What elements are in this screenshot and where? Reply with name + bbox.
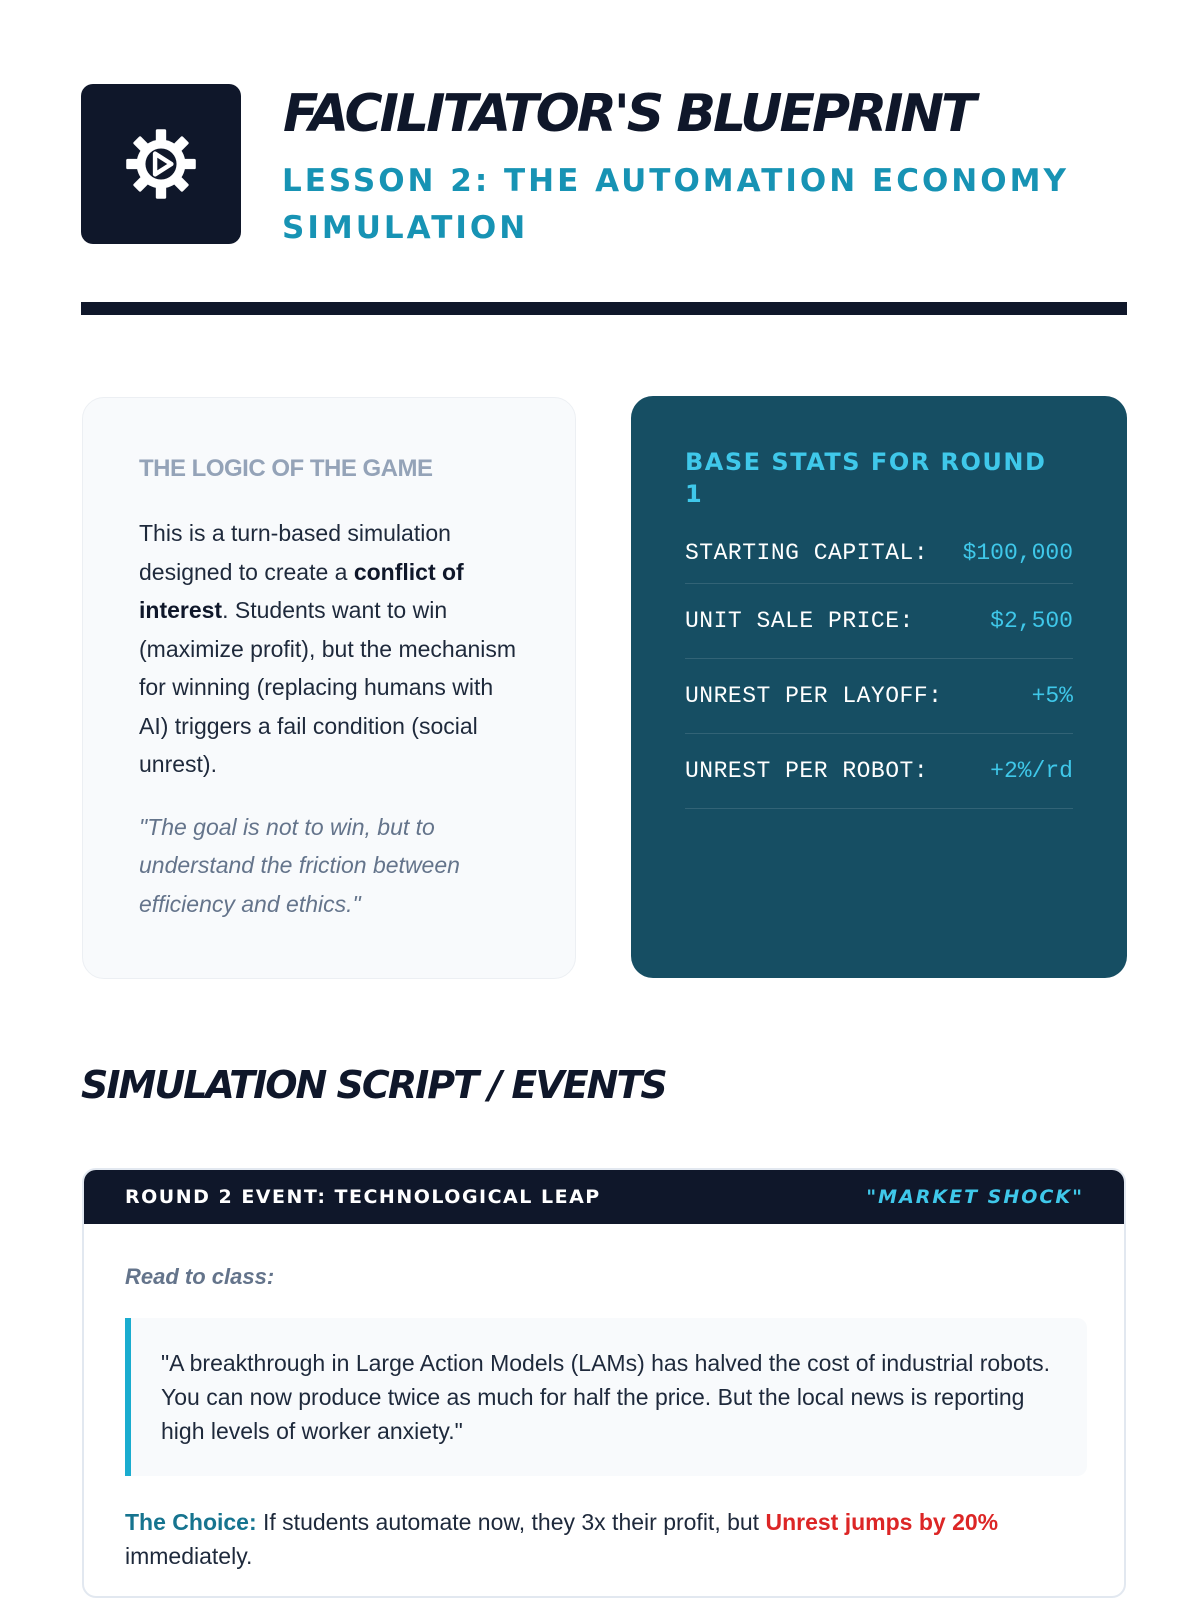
stat-row-unit-sale-price <box>685 584 1073 659</box>
event-header <box>84 1170 1124 1224</box>
logic-body <box>139 514 519 784</box>
choice-end: immediately. <box>125 1543 253 1569</box>
logic-heading: THE LOGIC OF THE GAME <box>139 455 433 482</box>
stat-value: +5% <box>1031 683 1073 709</box>
choice-label: The Choice: <box>125 1509 257 1535</box>
page-header <box>81 84 1127 244</box>
stat-value: $2,500 <box>990 608 1073 634</box>
header-divider <box>81 302 1127 315</box>
stat-value: +2%/rd <box>990 758 1073 784</box>
gear-icon <box>124 127 198 201</box>
section-title: SIMULATION SCRIPT / EVENTS <box>81 1063 666 1107</box>
stat-row-starting-capital <box>685 522 1073 584</box>
stat-row-unrest-per-layoff <box>685 659 1073 734</box>
logic-card <box>82 397 576 979</box>
stats-heading: BASE STATS FOR ROUND 1 <box>685 448 1047 508</box>
stat-label: UNREST PER ROBOT: <box>685 758 929 784</box>
choice-warning: Unrest jumps by 20% <box>765 1509 999 1535</box>
page-subtitle: LESSON 2: THE AUTOMATION ECONOMY SIMULATION <box>282 163 1069 246</box>
stat-label: STARTING CAPITAL: <box>685 539 929 566</box>
stat-row-unrest-per-robot <box>685 734 1073 809</box>
stat-label: UNIT SALE PRICE: <box>685 608 914 634</box>
logic-body-text: This is a turn-based simulation designed to create a <box>139 520 451 585</box>
read-quote: "A breakthrough in Large Action Models (LAMs) has halved the cost of industrial robots. You can now produce twice as much for half the price. But the local news is reporting high levels of worker anxiety." <box>125 1318 1087 1476</box>
event-card <box>82 1168 1126 1598</box>
page-title: FACILITATOR'S BLUEPRINT <box>283 84 974 144</box>
logic-quote: "The goal is not to win, but to understand the friction between efficiency and ethics." <box>139 813 460 917</box>
stats-list <box>685 522 1073 809</box>
choice-text <box>125 1505 1087 1573</box>
choice-body: If students automate now, they 3x their profit, but <box>256 1509 766 1535</box>
event-body <box>84 1224 1124 1573</box>
event-tag: "MARKET SHOCK" <box>866 1186 1084 1208</box>
event-title: ROUND 2 EVENT: TECHNOLOGICAL LEAP <box>125 1186 601 1208</box>
stat-label: UNREST PER LAYOFF: <box>685 683 943 709</box>
stat-value: $100,000 <box>962 539 1073 566</box>
read-label: Read to class: <box>125 1264 275 1289</box>
logic-body-emphasis: conflict of interest <box>139 558 464 623</box>
logic-body-text-end: . Students want to win (maximize profit), but the mechanism for winning (replacing humans with AI) triggers a fail condition (social unrest). <box>139 597 517 777</box>
logo <box>81 84 241 244</box>
base-stats-card <box>631 396 1127 978</box>
